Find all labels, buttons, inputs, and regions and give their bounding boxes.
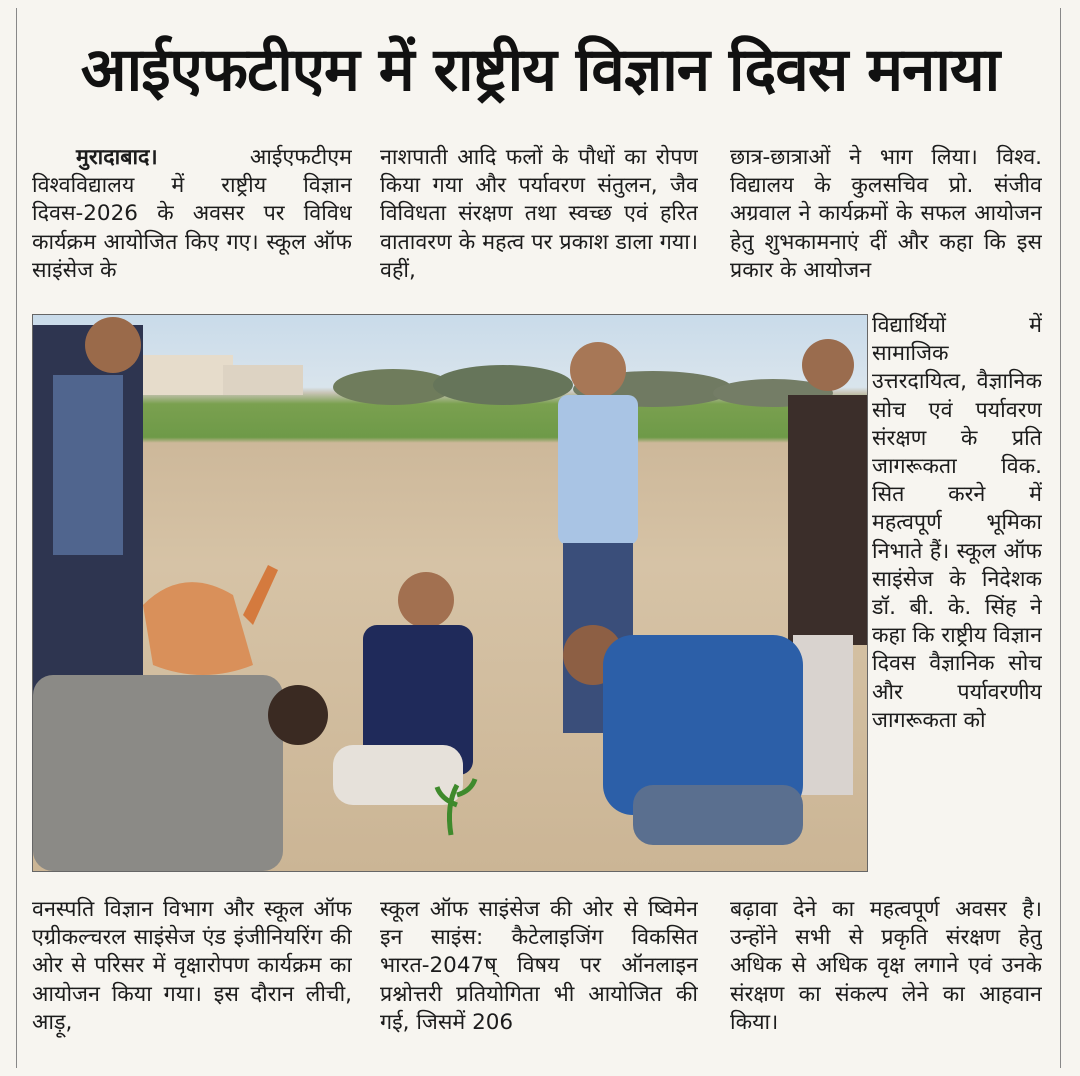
article-column-3-bottom	[730, 896, 1042, 1066]
dateline: मुरादाबाद।	[76, 145, 158, 170]
article-column-2-bottom	[380, 896, 698, 1066]
article-column-2-top	[380, 144, 698, 314]
news-photo	[32, 314, 868, 872]
article-text: छात्र-छात्राओं ने भाग लिया। विश्व. विद्यालय के कुलसचिव प्रो. संजीव अग्रवाल ने कार्यक्रमों के सफल आयोजन हेतु शुभकामनाएं दीं और कहा कि इस प्रकार के आयोजन	[730, 145, 1042, 283]
tree-planting-photo-illustration	[33, 315, 867, 871]
article-text: स्कूल ऑफ साइंसेज की ओर से ष्विमेन इन साइंस: कैटेलाइजिंग विकसित भारत-2047ष् विषय पर ऑनलाइन प्रश्नोत्तरी प्रतियोगिता भी आयोजित की गई, जिसमें 206	[380, 897, 698, 1035]
column-rule-right	[1060, 8, 1061, 1068]
article-column-1-top	[32, 144, 352, 314]
column-rule-left	[16, 8, 17, 1068]
headline: आईएफटीएम में राष्ट्रीय विज्ञान दिवस मनाया	[80, 35, 1000, 105]
article-text: विद्यार्थियों में सामाजिक उत्तरदायित्व, वैज्ञानिक सोच एवं पर्यावरण संरक्षण के प्रति जागरूकता विक. सित करने में महत्वपूर्ण भूमिका निभाते हैं। स्कूल ऑफ साइंसेज के निदेशक डॉ. बी. के. सिंह ने कहा कि राष्ट्रीय विज्ञान दिवस वैज्ञानिक सोच और पर्यावरणीय जागरूकता को	[872, 313, 1042, 733]
article-text: वनस्पति विज्ञान विभाग और स्कूल ऑफ एग्रीकल्चरल साइंसेज एंड इंजीनियरिंग की ओर से परिसर में वृक्षारोपण कार्यक्रम का आयोजन किया गया। इस दौरान लीची, आड़ू,	[32, 897, 352, 1035]
article-column-3-top	[730, 144, 1042, 314]
article-column-1-bottom	[32, 896, 352, 1066]
article-column-3-middle	[872, 312, 1042, 904]
article-text: बढ़ावा देने का महत्वपूर्ण अवसर है। उन्होंने सभी से प्रकृति संरक्षण हेतु अधिक से अधिक वृक्ष लगाने एवं उनके संरक्षण का संकल्प लेने का आहवान किया।	[730, 897, 1042, 1035]
article-text: आईएफटीएम विश्वविद्यालय में राष्ट्रीय विज्ञान दिवस-2026 के अवसर पर विविध कार्यक्रम आयोजित किए गए। स्कूल ऑफ साइंसेज के	[32, 145, 352, 283]
article-text: नाशपाती आदि फलों के पौधों का रोपण किया गया और पर्यावरण संतुलन, जैव विविधता संरक्षण तथा स्वच्छ एवं हरित वातावरण के महत्व पर प्रकाश डाला गया। वहीं,	[380, 145, 698, 283]
